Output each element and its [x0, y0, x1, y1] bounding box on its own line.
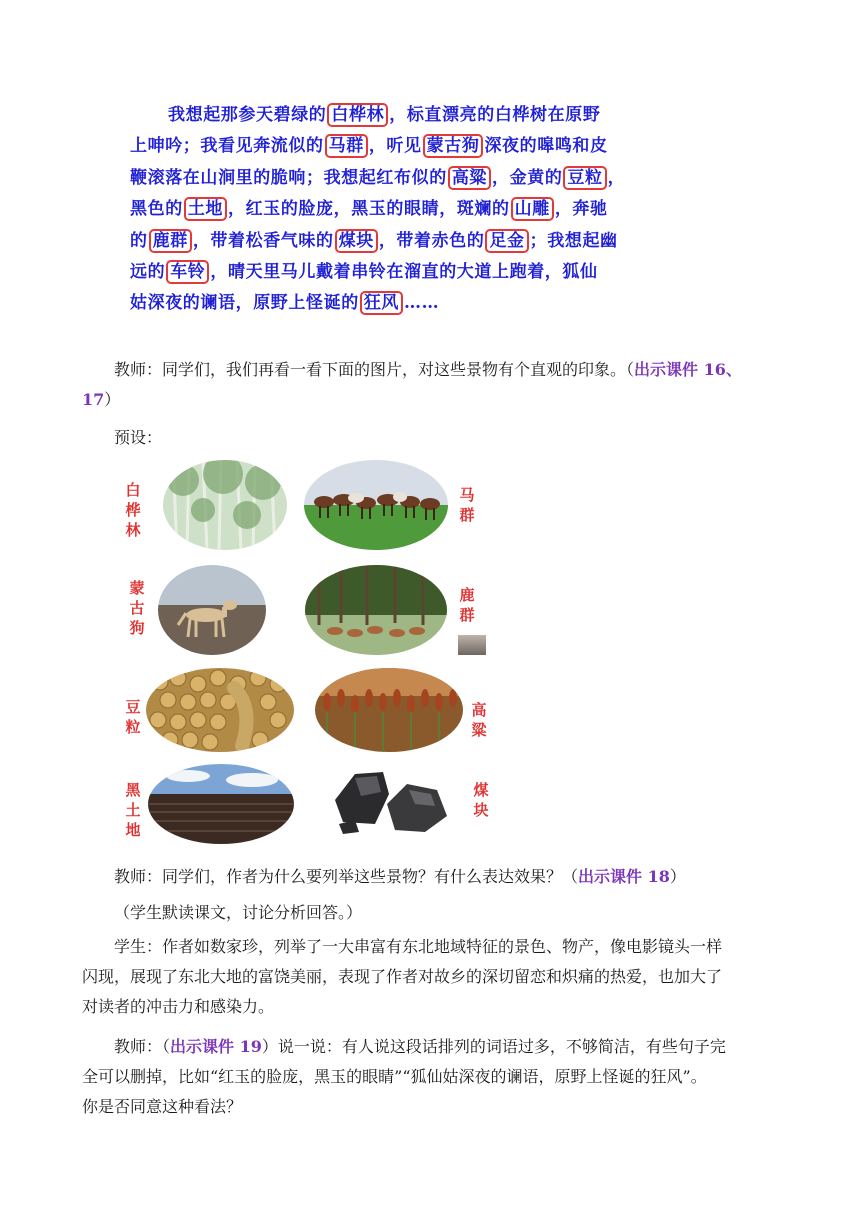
para2-end: ） — [669, 867, 686, 886]
black-soil-image — [148, 764, 294, 844]
highlighted-keyword: 山雕 — [511, 197, 554, 221]
passage-line — [130, 100, 630, 131]
highlighted-keyword: 豆粒 — [563, 166, 606, 190]
deer-herd-image — [305, 565, 447, 655]
para5-line1-rest: ）说一说：有人说这段话排列的词语过多，不够简洁，有些句子完 — [261, 1037, 726, 1056]
highlighted-keyword: 车铃 — [166, 260, 209, 284]
highlighted-keyword: 足金 — [485, 229, 528, 253]
courseware-ref-18[interactable]: 出示课件 18 — [578, 867, 670, 886]
passage-text: ，红玉的脸庞，黑玉的眼睛，斑斓的 — [228, 199, 510, 220]
image-label: 马群 — [459, 486, 475, 524]
passage-text: ，带着松香气味的 — [192, 230, 334, 251]
passage-line — [130, 226, 630, 257]
highlighted-keyword: 高粱 — [448, 166, 491, 190]
passage-text: ，带着赤色的 — [378, 230, 485, 251]
highlighted-keyword: 鹿群 — [149, 229, 192, 253]
passage-text: ，听见 — [368, 136, 422, 157]
answer-line-1: 学生：作者如数家珍，列举了一大串富有东北地域特征的景色、物产，像电影镜头一样 — [114, 937, 723, 956]
highlighted-keyword: 狂风 — [360, 291, 403, 315]
preset-label: 预设： — [114, 428, 163, 447]
para5-line-2: 全可以删掉，比如“红玉的脸庞，黑玉的眼睛”“狐仙姑深夜的谰语，原野上怪诞的狂风”。 — [82, 1067, 707, 1086]
highlighted-keyword: 蒙古狗 — [423, 134, 484, 158]
passage-text: 我想起那参天碧绿的 — [168, 105, 327, 125]
passage-text: 上呻吟；我看见奔流似的 — [130, 136, 324, 157]
highlighted-keyword: 马群 — [325, 134, 368, 158]
passage-text: ，晴天里马儿戴着串铃在溜直的大道上跑着，狐仙 — [210, 261, 598, 282]
highlighted-keyword: 白桦林 — [327, 103, 388, 127]
teacher-paragraph-1 — [82, 355, 782, 415]
image-label: 白桦林 — [125, 481, 141, 539]
image-label: 高粱 — [471, 701, 487, 739]
image-label: 鹿群 — [459, 586, 475, 624]
passage-text: 深夜的嗥鸣和皮 — [484, 136, 608, 157]
mongolian-dog-image — [158, 565, 266, 655]
passage-text: ，标直漂亮的白桦树在原野 — [389, 105, 601, 125]
passage-text: 的 — [130, 230, 148, 251]
answer-line-3: 对读者的冲击力和感染力。 — [82, 997, 275, 1016]
image-label: 蒙古狗 — [129, 579, 145, 637]
image-label: 黑土地 — [125, 781, 141, 839]
courseware-ref-17[interactable]: 17 — [82, 390, 105, 409]
para5-line-3: 你是否同意这种看法？ — [82, 1097, 243, 1116]
quoted-passage — [130, 100, 630, 320]
passage-line — [130, 131, 630, 162]
passage-line — [130, 288, 630, 319]
student-answer — [82, 932, 782, 1022]
passage-text: 鞭滚落在山涧里的脆响；我想起红布似的 — [130, 167, 447, 188]
horse-herd-image — [304, 460, 448, 550]
sorghum-image — [315, 668, 463, 752]
student-instruction: （学生默读课文，讨论分析回答。） — [114, 903, 363, 922]
image-fragment — [458, 635, 486, 655]
teacher-paragraph-2 — [82, 862, 814, 892]
answer-line-2: 闪现，展现了东北大地的富饶美丽，表现了作者对故乡的深切留恋和炽痛的热爱，也加大了 — [82, 967, 723, 986]
passage-text: ，奔驰 — [554, 199, 608, 220]
para1-end: ） — [104, 390, 121, 409]
passage-text: 远的 — [130, 261, 166, 282]
courseware-ref-16[interactable]: 出示课件 16、 — [634, 360, 742, 379]
para2-text: 教师：同学们，作者为什么要列举这些景物？有什么表达效果？（ — [114, 867, 579, 886]
passage-line — [130, 194, 630, 225]
birch-forest-image — [163, 460, 287, 550]
soybeans-image — [146, 668, 294, 752]
passage-line — [130, 257, 630, 288]
passage-text: ，金黄的 — [492, 167, 563, 188]
para1-text: 教师：同学们，我们再看一看下面的图片，对这些景物有个直观的印象。（ — [114, 360, 635, 379]
passage-text: 黑色的 — [130, 199, 183, 220]
passage-text: ；我想起幽 — [529, 230, 618, 251]
highlighted-keyword: 土地 — [184, 197, 227, 221]
passage-text: 姑深夜的谰语，原野上怪诞的 — [130, 293, 359, 314]
para5-start: 教师：（ — [114, 1037, 171, 1056]
passage-line — [130, 163, 630, 194]
teacher-paragraph-5 — [82, 1032, 782, 1122]
passage-text: …… — [404, 293, 440, 314]
image-label: 豆粒 — [125, 698, 141, 736]
passage-text: ， — [607, 167, 626, 188]
coal-image — [325, 760, 452, 844]
highlighted-keyword: 煤块 — [335, 229, 378, 253]
courseware-ref-19[interactable]: 出示课件 19 — [170, 1037, 262, 1056]
image-label: 煤块 — [473, 781, 489, 819]
